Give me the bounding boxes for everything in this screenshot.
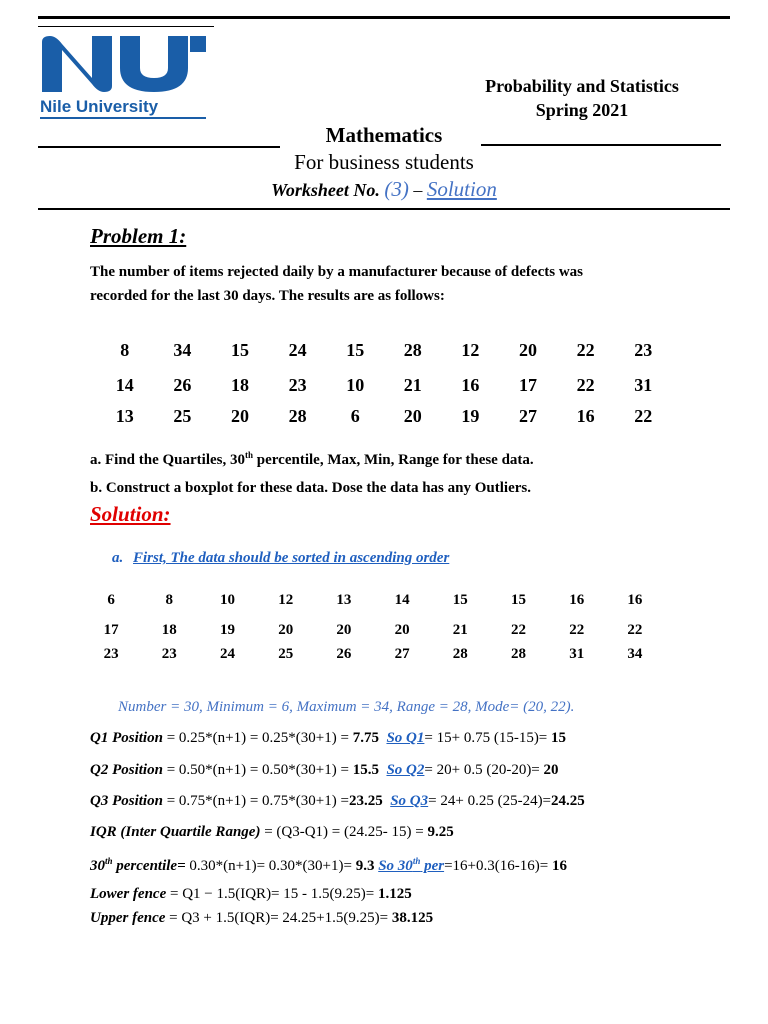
heading-left-rule — [38, 146, 280, 148]
p30-label-pre: 30 — [90, 858, 105, 874]
sorted-cell: 23 — [103, 646, 119, 662]
iqr-line — [90, 824, 454, 841]
iqr-result: 9.25 — [427, 824, 454, 840]
data-cell: 25 — [173, 406, 192, 426]
audience-subtitle: For business students — [294, 150, 474, 174]
logo-text: Nile University — [40, 97, 206, 119]
sorted-cell: 6 — [107, 592, 115, 608]
data-cell: 23 — [288, 375, 307, 395]
raw-data-row — [96, 340, 672, 361]
step-a — [112, 550, 449, 567]
upper-fence-result: 38.125 — [391, 910, 434, 926]
data-cell: 21 — [403, 375, 422, 395]
sorted-cell: 34 — [627, 646, 643, 662]
question-a-post: percentile, Max, Min, Range for these data. — [253, 452, 534, 468]
sorted-data-row — [82, 592, 664, 609]
p30-label-post: percentile= — [112, 858, 186, 874]
sorted-data-row — [82, 622, 664, 639]
header-bottom-rule — [38, 208, 730, 210]
iqr-calc: = (Q3-Q1) = (24.25- 15) = — [260, 824, 428, 840]
q1-position: 7.75 — [352, 730, 379, 746]
sorted-cell: 23 — [161, 646, 177, 662]
course-title: Probability and Statistics — [485, 76, 679, 96]
lower-fence-line — [90, 886, 412, 903]
q3-position: 23.25 — [348, 793, 383, 809]
sorted-cell: 22 — [569, 622, 585, 638]
p30-label — [90, 858, 186, 874]
problem-title: Problem 1: — [90, 224, 187, 248]
sorted-cell: 20 — [394, 622, 410, 638]
sorted-cell: 22 — [627, 622, 643, 638]
percentile-line — [90, 856, 567, 875]
sorted-cell: 18 — [161, 622, 177, 638]
data-cell: 18 — [230, 375, 249, 395]
lower-fence-label: Lower fence — [90, 886, 167, 902]
data-cell: 34 — [173, 340, 192, 360]
q1-line — [90, 730, 566, 747]
data-cell: 22 — [576, 375, 595, 395]
q3-line — [90, 793, 585, 810]
problem-description-line1: The number of items rejected daily by a manufacturer because of defects was — [90, 264, 583, 280]
top-rule — [38, 16, 730, 19]
data-cell: 20 — [230, 406, 249, 426]
sorted-cell: 28 — [510, 646, 526, 662]
data-cell: 8 — [120, 340, 130, 360]
sorted-cell: 27 — [394, 646, 410, 662]
data-cell: 22 — [634, 406, 653, 426]
sorted-cell: 16 — [569, 592, 585, 608]
worksheet-title — [180, 177, 588, 202]
sorted-cell: 31 — [569, 646, 585, 662]
sorted-cell: 13 — [336, 592, 352, 608]
q1-expr: = 15+ 0.75 (15-15)= — [424, 730, 552, 746]
data-cell: 13 — [115, 406, 134, 426]
p30-so-post: per — [420, 858, 445, 874]
department-title: Mathematics — [325, 123, 443, 147]
summary-line: Number = 30, Minimum = 6, Maximum = 34, Range = 28, Mode= (20, 22). — [118, 699, 575, 715]
question-b: b. Construct a boxplot for these data. Dose the data has any Outliers. — [90, 480, 531, 496]
sorted-cell: 20 — [278, 622, 294, 638]
worksheet-solution: Solution — [426, 177, 497, 201]
data-cell: 26 — [173, 375, 192, 395]
q3-expr: = 24+ 0.25 (25-24)= — [428, 793, 552, 809]
data-cell: 20 — [403, 406, 422, 426]
data-cell: 24 — [288, 340, 307, 360]
sorted-cell: 15 — [510, 592, 526, 608]
sorted-cell: 25 — [278, 646, 294, 662]
q1-so: So Q1 — [386, 730, 425, 746]
q2-line — [90, 762, 559, 779]
worksheet-dash: – — [413, 180, 423, 200]
q2-so: So Q2 — [386, 762, 425, 778]
p30-so-sup: th — [412, 856, 421, 866]
sorted-cell: 21 — [452, 622, 468, 638]
data-cell: 28 — [288, 406, 307, 426]
raw-data-row — [96, 375, 672, 396]
question-a-sup: th — [245, 450, 254, 460]
upper-fence-calc: = Q3 + 1.5(IQR)= 24.25+1.5(9.25)= — [165, 910, 392, 926]
q2-position: 15.5 — [352, 762, 379, 778]
iqr-label: IQR (Inter Quartile Range) — [90, 824, 261, 840]
step-a-label: a. — [112, 550, 124, 566]
q1-result: 15 — [551, 730, 567, 746]
q2-result: 20 — [543, 762, 559, 778]
q2-calc: = 0.50*(n+1) = 0.50*(30+1) = — [162, 762, 353, 778]
data-cell: 16 — [576, 406, 595, 426]
q3-so: So Q3 — [390, 793, 429, 809]
q3-result: 24.25 — [551, 793, 585, 809]
logo-mark-icon — [40, 34, 210, 94]
sorted-cell: 8 — [165, 592, 174, 608]
problem-description-line2: recorded for the last 30 days. The results are as follows: — [90, 288, 445, 304]
solution-heading: Solution: — [90, 502, 171, 526]
university-logo — [40, 34, 210, 114]
q2-expr: = 20+ 0.5 (20-20)= — [424, 762, 544, 778]
p30-label-sup: th — [105, 856, 113, 866]
upper-fence-line — [90, 910, 433, 927]
question-a — [90, 450, 534, 469]
data-cell: 10 — [346, 375, 365, 395]
data-cell: 15 — [230, 340, 249, 360]
sorted-cell: 22 — [510, 622, 526, 638]
sorted-cell: 10 — [219, 592, 235, 608]
data-cell: 17 — [518, 375, 537, 395]
data-cell: 15 — [346, 340, 365, 360]
p30-so-pre: So 30 — [378, 858, 413, 874]
sorted-cell: 26 — [336, 646, 352, 662]
data-cell: 6 — [350, 406, 360, 426]
sorted-cell: 12 — [278, 592, 294, 608]
sorted-cell: 17 — [103, 622, 119, 638]
p30-result: 16 — [551, 858, 567, 874]
worksheet-prefix: Worksheet No. — [271, 180, 380, 200]
step-a-text: First, The data should be sorted in ascending order — [133, 550, 450, 566]
data-cell: 19 — [461, 406, 480, 426]
heading-right-rule — [481, 144, 721, 146]
q1-label: Q1 Position — [90, 730, 163, 746]
data-cell: 23 — [634, 340, 653, 360]
data-cell: 20 — [518, 340, 537, 360]
sorted-cell: 24 — [219, 646, 235, 662]
q3-label: Q3 Position — [90, 793, 163, 809]
lower-fence-calc: = Q1 − 1.5(IQR)= 15 - 1.5(9.25)= — [166, 886, 378, 902]
p30-calc: 0.30*(n+1)= 0.30*(30+1)= — [185, 858, 356, 874]
course-term: Spring 2021 — [535, 100, 629, 120]
data-cell: 27 — [518, 406, 537, 426]
top-thin-rule — [38, 26, 214, 27]
sorted-cell: 14 — [394, 592, 410, 608]
q3-calc: = 0.75*(n+1) = 0.75*(30+1) = — [162, 793, 349, 809]
data-cell: 16 — [461, 375, 480, 395]
sorted-cell: 16 — [627, 592, 643, 608]
q2-label: Q2 Position — [90, 762, 163, 778]
raw-data-row — [96, 406, 672, 427]
data-cell: 31 — [634, 375, 653, 395]
sorted-cell: 20 — [336, 622, 352, 638]
sorted-cell: 28 — [452, 646, 468, 662]
data-cell: 12 — [461, 340, 480, 360]
data-cell: 22 — [576, 340, 595, 360]
data-cell: 14 — [115, 375, 134, 395]
sorted-data-row — [82, 646, 664, 663]
lower-fence-result: 1.125 — [377, 886, 412, 902]
worksheet-number: (3) — [384, 177, 409, 201]
sorted-cell: 19 — [219, 622, 235, 638]
sorted-cell: 15 — [452, 592, 468, 608]
p30-expr: =16+0.3(16-16)= — [444, 858, 552, 874]
upper-fence-label: Upper fence — [90, 910, 166, 926]
data-cell: 28 — [403, 340, 422, 360]
question-a-pre: a. Find the Quartiles, 30 — [90, 452, 246, 468]
q1-calc: = 0.25*(n+1) = 0.25*(30+1) = — [162, 730, 353, 746]
p30-position: 9.3 — [355, 858, 375, 874]
p30-so — [378, 858, 444, 874]
